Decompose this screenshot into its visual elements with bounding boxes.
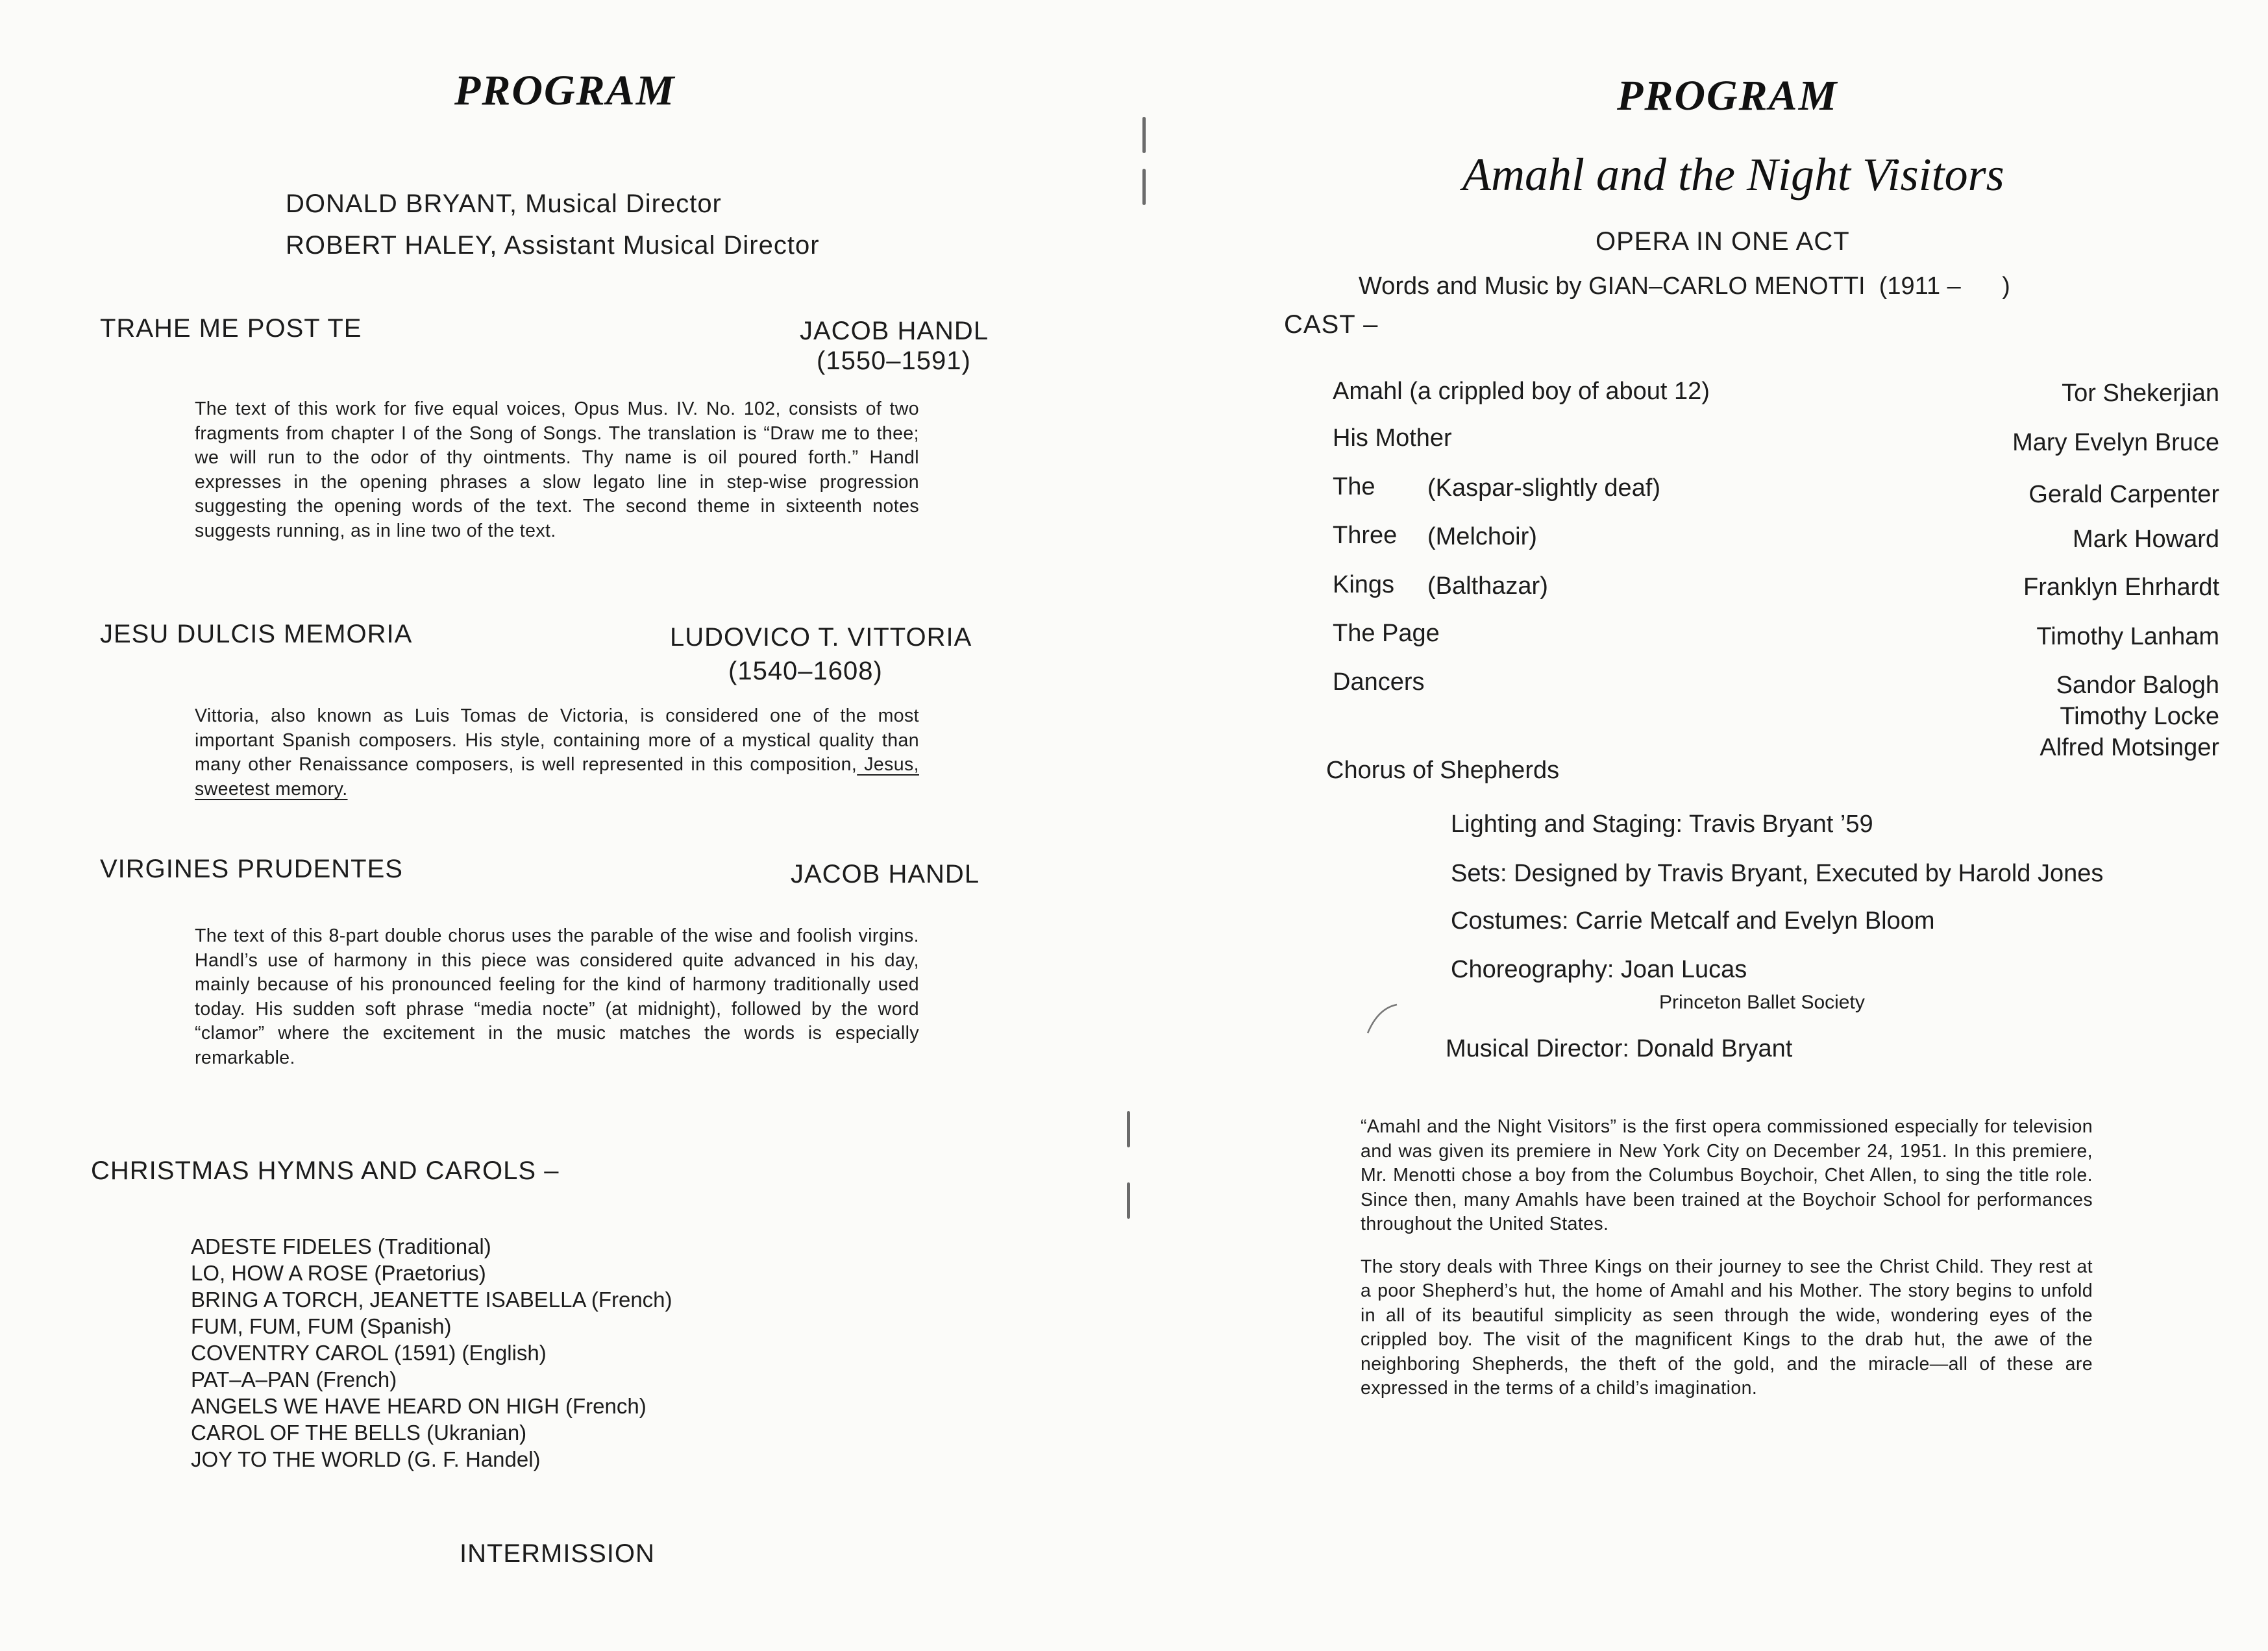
opera-notes — [1361, 1115, 2093, 1401]
piece-description — [195, 704, 919, 801]
piece-dates: (1540–1608) — [728, 657, 883, 685]
cast-actor: Tor Shekerjian — [2062, 380, 2219, 407]
carol-list — [191, 1233, 672, 1473]
credit-costumes: Costumes: Carrie Metcalf and Evelyn Bloom — [1451, 907, 1935, 935]
piece-title: TRAHE ME POST TE — [100, 314, 362, 343]
carol-item: PAT–A–PAN (French) — [191, 1367, 397, 1391]
opera-subtitle: OPERA IN ONE ACT — [1596, 227, 1850, 256]
musical-director-line — [286, 190, 722, 219]
piece-title: VIRGINES PRUDENTES — [100, 855, 403, 883]
piece-description: The text of this work for five equal voices, Opus Mus. IV. No. 102, consists of two fragments from chapter I of the Song of Songs. The translation is “Draw me to thee; we will run to the odor of thy ointments. Thy name is oil poured forth.” Handl expresses in the opening phrases a slow legato line in step-wise progression suggesting the opening words of the text. The second theme in sixteenth notes suggests running, as in line two of the text. — [195, 398, 919, 541]
description-underlined: Jesus, sweetest memory. — [195, 754, 919, 800]
piece-title: JESU DULCIS MEMORIA — [100, 620, 413, 648]
piece-composer: JACOB HANDL — [800, 317, 989, 345]
cast-actor: Timothy Lanham — [2036, 623, 2219, 650]
opera-title: Amahl and the Night Visitors — [1462, 149, 2004, 201]
three-kings-label: Kings — [1333, 571, 1395, 598]
three-kings-label: The — [1333, 473, 1375, 500]
cast-role: (Melchoir) — [1427, 523, 1537, 550]
piece-composer: LUDOVICO T. VITTORIA — [670, 623, 972, 652]
cast-actor: Mark Howard — [2073, 526, 2219, 553]
piece-dates: (1550–1591) — [817, 347, 971, 375]
carols-heading: CHRISTMAS HYMNS AND CAROLS – — [91, 1156, 560, 1185]
cast-role: (Balthazar) — [1427, 572, 1548, 600]
director-name: DONALD BRYANT, — [286, 190, 518, 218]
notes-paragraph: “Amahl and the Night Visitors” is the first opera commissioned especially for television and was given its premiere in New York City on December 24, 1951. In this premiere, Mr. Menotti chose a boy from the Columbus Boychoir, Chet Allen, to sing the title role. Since then, many Amahls have been trained at the Boychoir School for performances throughout the United States. — [1361, 1116, 2093, 1234]
carol-item: CAROL OF THE BELLS (Ukranian) — [191, 1421, 527, 1445]
three-kings-label: Three — [1333, 522, 1398, 549]
director-role: Musical Director — [517, 190, 722, 218]
left-page-title: PROGRAM — [454, 67, 676, 114]
cast-role: The Page — [1333, 620, 1440, 647]
credit-lighting: Lighting and Staging: Travis Bryant ’59 — [1451, 811, 1873, 838]
cast-actor: Timothy Locke — [2060, 703, 2219, 730]
cast-actor: Gerald Carpenter — [2028, 481, 2219, 508]
piece-composer: JACOB HANDL — [791, 860, 980, 888]
credit-ballet-society: Princeton Ballet Society — [1659, 992, 1865, 1013]
cast-role: (Kaspar-slightly deaf) — [1427, 474, 1661, 502]
cast-actor: Sandor Balogh — [2056, 672, 2219, 699]
staple — [1127, 1111, 1130, 1147]
assistant-name: ROBERT HALEY, — [286, 231, 498, 260]
piece-description: The text of this 8-part double chorus uses the parable of the wise and foolish virgins. Handl’s use of harmony in this piece was considered quite advanced in his day, mainly because of his pronounced feeling for the kind of harmony traditionally used today. His sudden soft phrase “media nocte” (at midnight), followed by the word “clamor” where the excitement in the music matches the words is especially remarkable. — [195, 925, 919, 1068]
right-page-title: PROGRAM — [1617, 72, 1838, 119]
cast-role: Dancers — [1333, 668, 1425, 696]
credit-musical-director: Musical Director: Donald Bryant — [1446, 1035, 1793, 1062]
cast-actor: Alfred Motsinger — [2040, 734, 2219, 761]
chorus: Chorus of Shepherds — [1326, 757, 1560, 784]
carol-item: ADESTE FIDELES (Traditional) — [191, 1234, 491, 1258]
intermission: INTERMISSION — [460, 1539, 655, 1568]
pen-mark — [1361, 999, 1400, 1038]
cast-actor: Franklyn Ehrhardt — [2023, 574, 2219, 601]
cast-role: Amahl (a crippled boy of about 12) — [1333, 378, 1710, 405]
credit-choreography: Choreography: Joan Lucas — [1451, 956, 1747, 983]
cast-heading: CAST – — [1284, 310, 1379, 339]
carol-item: BRING A TORCH, JEANETTE ISABELLA (French) — [191, 1288, 672, 1312]
assistant-director-line — [286, 231, 820, 260]
assistant-role: Assistant Musical Director — [497, 231, 820, 260]
carol-item: LO, HOW A ROSE (Praetorius) — [191, 1261, 486, 1285]
credit-sets: Sets: Designed by Travis Bryant, Executed by Harold Jones — [1451, 860, 2104, 887]
notes-paragraph: The story deals with Three Kings on their journey to see the Christ Child. They rest at a poor Shepherd’s hut, the home of Amahl and his Mother. The story begins to unfold in all of its beautiful simplicity as seen through the wide, wondering eyes of the crippled boy. The visit of the magnificent Kings to the drab hut, the awe of the neighboring Shepherds, the theft of the gold, and the miracle—all of these are expressed in the terms of a child’s imagination. — [1361, 1256, 2093, 1399]
cast-actor: Mary Evelyn Bruce — [2012, 429, 2219, 456]
carol-item: JOY TO THE WORLD (G. F. Handel) — [191, 1447, 541, 1471]
description-text: Vittoria, also known as Luis Tomas de Victoria, is considered one of the most important Spanish composers. His style, containing more of a mystical quality than many other Renaissance composers, is well represented in this composition, — [195, 705, 919, 775]
staple — [1127, 1182, 1130, 1219]
right-page — [1134, 0, 2268, 1651]
cast-role: His Mother — [1333, 424, 1452, 452]
opera-credits: Words and Music by GIAN–CARLO MENOTTI (1911 – ) — [1359, 273, 2010, 300]
carol-item: COVENTRY CAROL (1591) (English) — [191, 1341, 547, 1365]
carol-item: FUM, FUM, FUM (Spanish) — [191, 1314, 452, 1338]
carol-item: ANGELS WE HAVE HEARD ON HIGH (French) — [191, 1394, 647, 1418]
